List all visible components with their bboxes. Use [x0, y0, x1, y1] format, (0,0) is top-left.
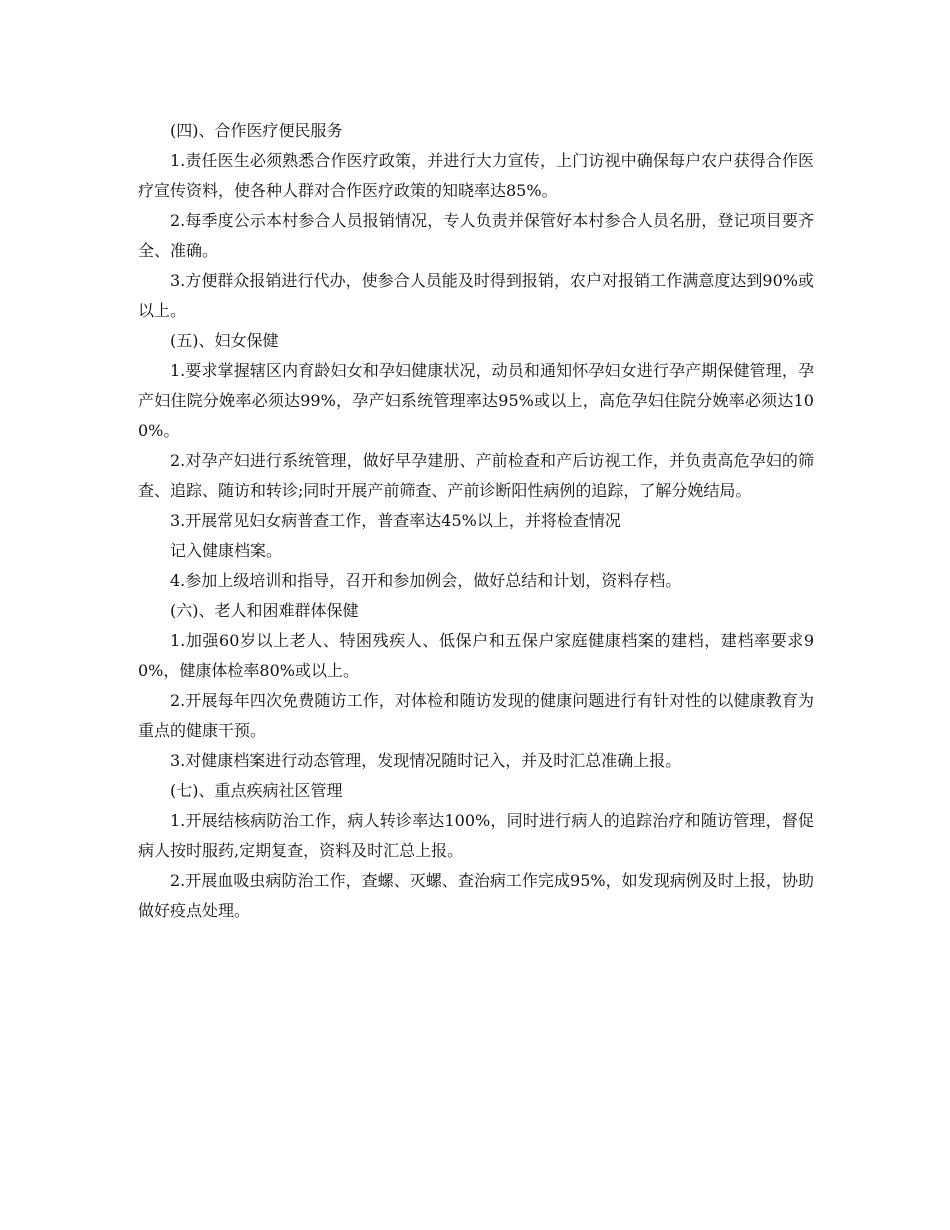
paragraph: 2.开展血吸虫病防治工作，查螺、灭螺、查治病工作完成95%，如发现病例及时上报，协助做好疫点处理。 — [138, 871, 814, 920]
paragraph: 1.开展结核病防治工作，病人转诊率达100%，同时进行病人的追踪治疗和随访管理，督促病人按时服药,定期复查，资料及时汇总上报。 — [138, 811, 814, 860]
paragraph: 记入健康档案。 — [170, 541, 283, 560]
paragraph: 2.对孕产妇进行系统管理，做好早孕建册、产前检查和产后访视工作，并负责高危孕妇的筛查、追踪、随访和转诊;同时开展产前筛查、产前诊断阳性病例的追踪，了解分娩结局。 — [138, 451, 814, 500]
paragraph: 2.每季度公示本村参合人员报销情况，专人负责并保管好本村参合人员名册，登记项目要齐全、准确。 — [138, 211, 814, 260]
paragraph: 3.开展常见妇女病普查工作，普查率达45%以上，并将检查情况 — [170, 511, 621, 530]
section-heading-5: (五)、妇女保健 — [170, 331, 279, 350]
paragraph: 3.对健康档案进行动态管理，发现情况随时记入，并及时汇总准确上报。 — [170, 751, 682, 770]
section-heading-6: (六)、老人和困难群体保健 — [170, 601, 359, 620]
paragraph: 1.要求掌握辖区内育龄妇女和孕妇健康状况，动员和通知怀孕妇女进行孕产期保健管理，孕产妇住院分娩率必须达99%，孕产妇系统管理率达95%或以上，高危孕妇住院分娩率必须达100%。 — [138, 361, 814, 440]
paragraph: 1.责任医生必须熟悉合作医疗政策，并进行大力宣传，上门访视中确保每户农户获得合作医疗宣传资料，使各种人群对合作医疗政策的知晓率达85%。 — [138, 151, 814, 200]
paragraph: 4.参加上级培训和指导，召开和参加例会，做好总结和计划，资料存档。 — [170, 571, 682, 590]
paragraph: 1.加强60岁以上老人、特困残疾人、低保户和五保户家庭健康档案的建档，建档率要求90%，健康体检率80%或以上。 — [138, 631, 814, 680]
document-body — [138, 116, 814, 926]
paragraph: 3.方便群众报销进行代办，使参合人员能及时得到报销，农户对报销工作满意度达到90%或以上。 — [138, 271, 814, 320]
section-heading-4: (四)、合作医疗便民服务 — [170, 121, 343, 140]
section-heading-7: (七)、重点疾病社区管理 — [170, 781, 343, 800]
paragraph: 2.开展每年四次免费随访工作，对体检和随访发现的健康问题进行有针对性的以健康教育为重点的健康干预。 — [138, 691, 814, 740]
